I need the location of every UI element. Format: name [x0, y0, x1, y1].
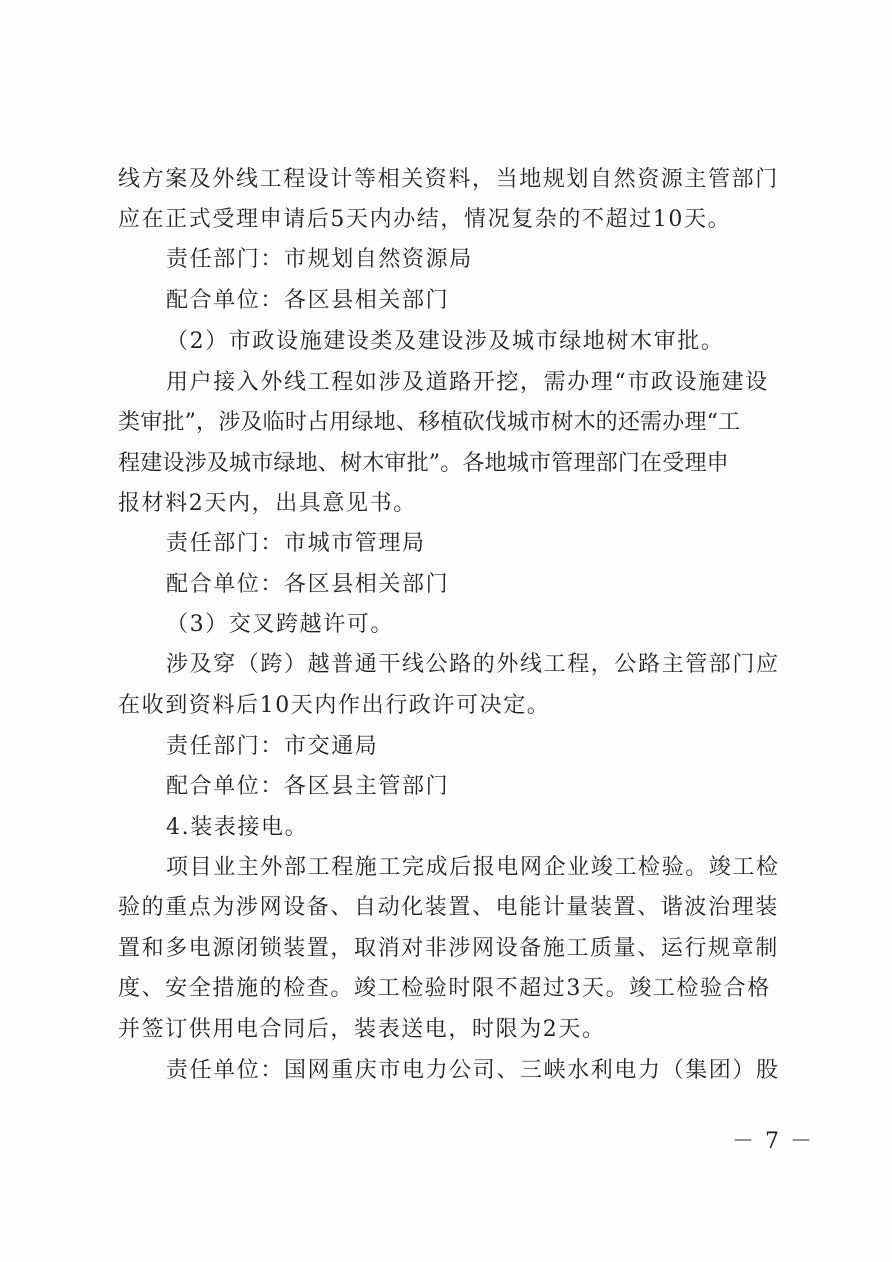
paragraph-line-9: 项目业主外部工程施工完成后报电网企业竣工检验。竣工检 — [166, 855, 780, 880]
responsible-unit-line: 责任单位：国网重庆市电力公司、三峡水利电力（集团）股 — [166, 1058, 780, 1083]
paragraph-line-3: 用户接入外线工程如涉及道路开挖，需办理“市政设施建设 — [166, 370, 769, 395]
paragraph-line-13: 并签订供用电合同后，装表送电，时限为2天。 — [118, 1017, 606, 1042]
paragraph-line-8: 在收到资料后10天内作出行政许可决定。 — [118, 693, 551, 718]
cooperating-unit-line-1: 配合单位：各区县相关部门 — [166, 288, 450, 313]
cooperating-unit-line-3: 配合单位：各区县主管部门 — [166, 774, 450, 799]
paragraph-line-7: 涉及穿（跨）越普通干线公路的外线工程，公路主管部门应 — [166, 652, 780, 677]
paragraph-line-10: 验的重点为涉网设备、自动化装置、电能计量装置、谐波治理装 — [118, 895, 779, 920]
paragraph-line-2: 应在正式受理申请后5天内办结，情况复杂的不超过10天。 — [118, 207, 732, 232]
paragraph-line-1: 线方案及外线工程设计等相关资料，当地规划自然资源主管部门 — [118, 167, 779, 192]
cooperating-unit-line-2: 配合单位：各区县相关部门 — [166, 572, 450, 597]
paragraph-line-6: 报材料2天内，出具意见书。 — [118, 491, 417, 516]
section-heading-4: 4.装表接电。 — [166, 815, 309, 840]
section-heading-2: （2）市政设施建设类及建设涉及城市绿地树木审批。 — [166, 329, 725, 354]
responsible-department-line-1: 责任部门：市规划自然资源局 — [166, 247, 473, 272]
paragraph-line-12: 度、安全措施的检查。竣工检验时限不超过3天。竣工检验合格 — [118, 976, 771, 1001]
responsible-department-line-3: 责任部门：市交通局 — [166, 734, 379, 759]
page-number: － 7 － — [732, 1129, 814, 1154]
paragraph-line-4: 类审批”，涉及临时占用绿地、移植砍伐城市树木的还需办理“工 — [118, 410, 741, 435]
section-heading-3: （3）交叉跨越许可。 — [166, 612, 394, 637]
paragraph-line-11: 置和多电源闭锁装置，取消对非涉网设备施工质量、运行规章制 — [118, 936, 779, 961]
responsible-department-line-2: 责任部门：市城市管理局 — [166, 531, 426, 556]
paragraph-line-5: 程建设涉及城市绿地、树木审批”。各地城市管理部门在受理申 — [118, 451, 729, 476]
